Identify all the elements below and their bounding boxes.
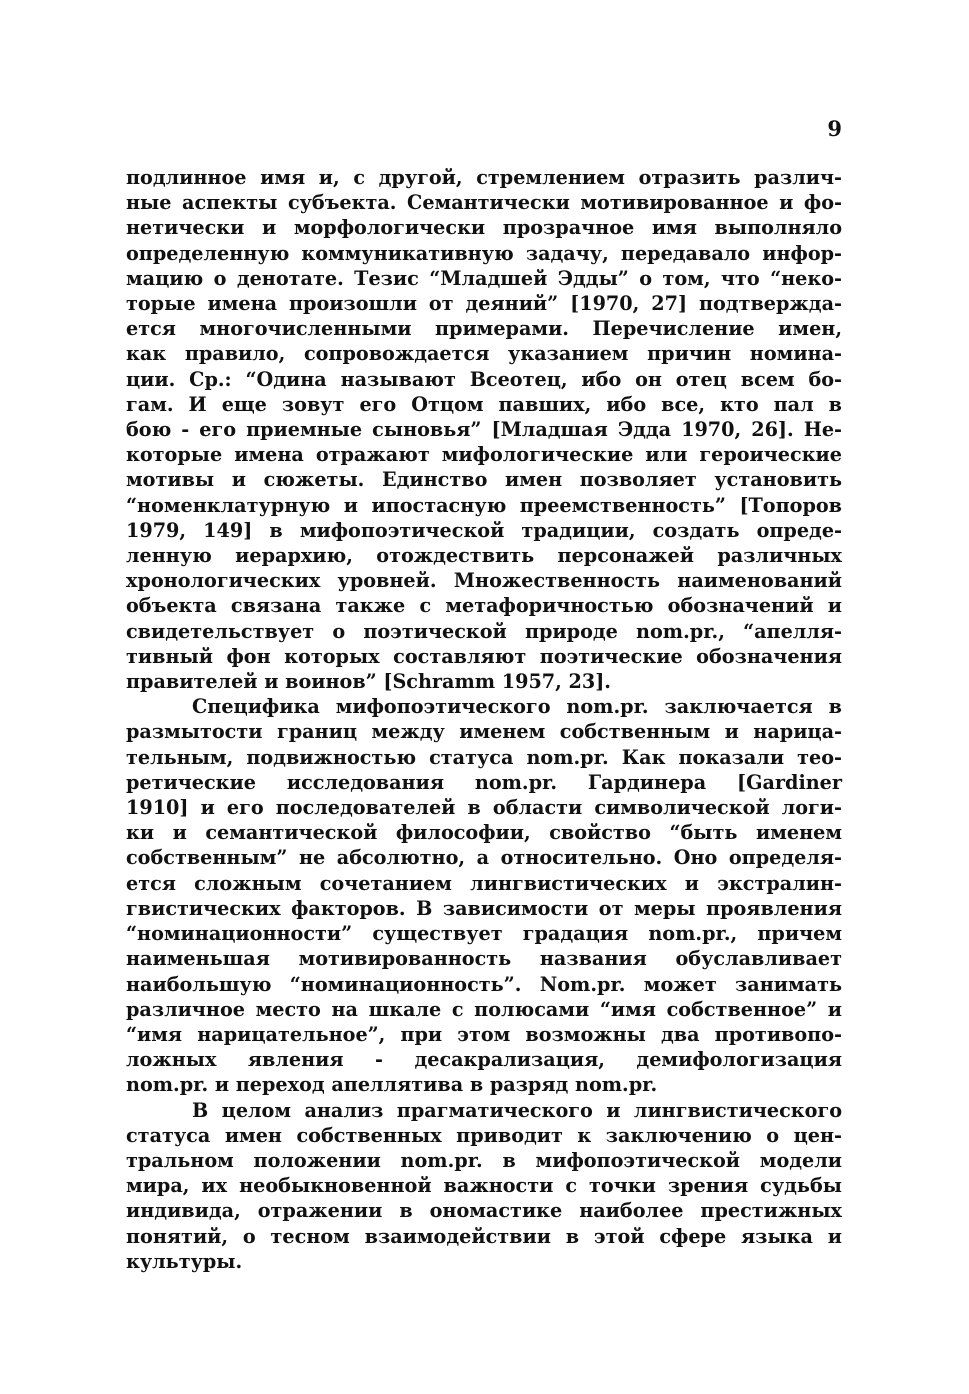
text-line: мацию о денотате. Тезис “Младшей Эдды” о том, что “неко- [126, 266, 842, 290]
text-line: бою - его приемные сыновья” [Младшая Эдда 1970, 26]. Не- [126, 418, 842, 442]
text-line: собственным” не абсолютно, а относительно. Оно определя- [126, 846, 842, 870]
text-line: нетически и морфологически прозрачное имя выполняло [126, 216, 842, 240]
text-line: ется многочисленными примерами. Перечисление имен, [126, 317, 842, 341]
text-line: В целом анализ прагматического и лингвистического [192, 1098, 842, 1122]
text-line: торые имена произошли от деяний” [1970, 27] подтвержда- [126, 292, 842, 316]
text-line: “имя нарицательное”, при этом возможны два противопо- [126, 1022, 842, 1046]
text-line: которые имена отражают мифологические или героические [126, 443, 842, 467]
text-line: Специфика мифопоэтического nom.pr. заключается в [192, 695, 842, 719]
text-line: тельным, подвижностью статуса nom.pr. Как показали тео- [126, 745, 842, 769]
text-line: размытости границ между именем собственным и нарица- [126, 720, 842, 744]
text-line: гвистических факторов. В зависимости от меры проявления [126, 896, 842, 920]
body-text [126, 165, 842, 1274]
text-line: статуса имен собственных приводит к заключению о цен- [126, 1123, 842, 1147]
text-line: ленную иерархию, отождествить персонажей различных [126, 544, 842, 568]
text-line: наименьшая мотивированность названия обуславливает [126, 947, 842, 971]
page-number: 9 [827, 116, 842, 141]
text-line: тральном положении nom.pr. в мифопоэтической модели [126, 1148, 842, 1172]
text-line: понятий, о тесном взаимодействии в этой сфере языка и [126, 1224, 842, 1248]
text-line: “номенклатурную и ипостасную преемственность” [Топоров [126, 493, 842, 517]
text-line: мотивы и сюжеты. Единство имен позволяет установить [126, 468, 842, 492]
text-line: определенную коммуникативную задачу, передавало инфор- [126, 241, 842, 265]
text-line: индивида, отражении в ономастике наиболее престижных [126, 1199, 842, 1223]
text-line: правителей и воинов” [Schramm 1957, 23]. [126, 670, 611, 694]
text-line: гам. И еще зовут его Отцом павших, ибо все, кто пал в [126, 392, 842, 416]
text-line: мира, их необыкновенной важности с точки зрения судьбы [126, 1174, 842, 1198]
text-line: 1979, 149] в мифопоэтической традиции, создать опреде- [126, 518, 842, 542]
text-line: тивный фон которых составляют поэтические обозначения [126, 644, 842, 668]
text-line: nom.pr. и переход апеллятива в разряд nom.pr. [126, 1073, 658, 1097]
text-line: наибольшую “номинационность”. Nom.pr. может занимать [126, 972, 842, 996]
text-line: 1910] и его последователей в области символической логи- [126, 796, 842, 820]
text-line: ется сложным сочетанием лингвистических и экстралин- [126, 871, 842, 895]
text-line: ретические исследования nom.pr. Гардинера [Gardiner [126, 770, 842, 794]
text-line: различное место на шкале с полюсами “имя собственное” и [126, 997, 842, 1021]
text-line: объекта связана также с метафоричностью обозначений и [126, 594, 842, 618]
text-line: ложных явления - десакрализация, демифологизация [126, 1048, 842, 1072]
text-line: как правило, сопровождается указанием причин номина- [126, 342, 842, 366]
text-line: хронологических уровней. Множественность наименований [126, 569, 842, 593]
text-line: культуры. [126, 1249, 243, 1273]
text-line: ции. Ср.: “Одина называют Всеотец, ибо он отец всем бо- [126, 367, 842, 391]
text-line: ные аспекты субъекта. Семантически мотивированное и фо- [126, 191, 842, 215]
text-line: свидетельствует о поэтической природе nom.pr., “апелля- [126, 619, 842, 643]
text-line: ки и семантической философии, свойство “быть именем [126, 821, 842, 845]
text-line: “номинационности” существует градация nom.pr., причем [126, 922, 842, 946]
text-line: подлинное имя и, с другой, стремлением отразить различ- [126, 166, 842, 189]
